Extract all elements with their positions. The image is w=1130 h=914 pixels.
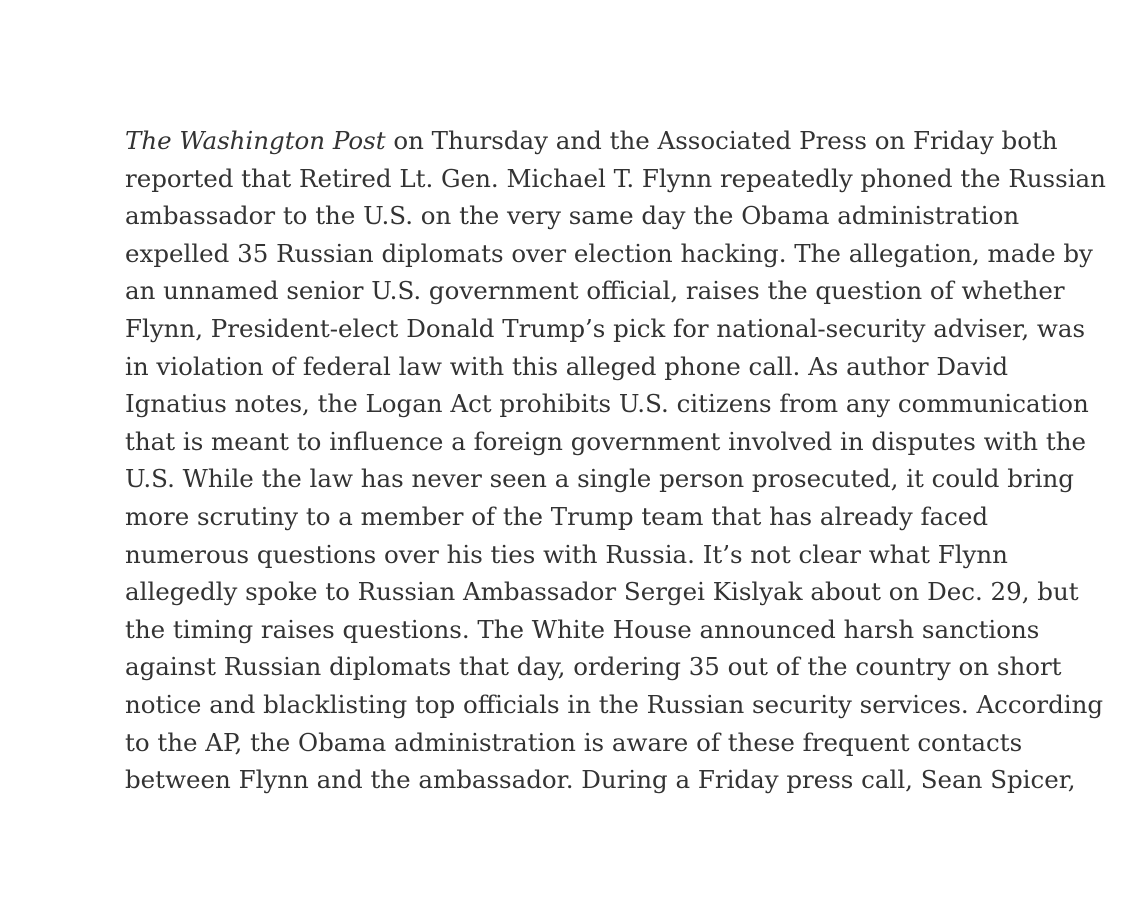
article-line: reported that Retired Lt. Gen. Michael T. Flynn repeatedly phoned the Russian [125,163,1106,193]
article-line: against Russian diplomats that day, ordering 35 out of the country on short [125,652,1062,682]
article-line: between Flynn and the ambassador. During a Friday press call, Sean Spicer, [125,765,1076,795]
article-line-text: on Thursday and the Associated Press on Friday both [385,126,1058,155]
article-line: allegedly spoke to Russian Ambassador Sergei Kislyak about on Dec. 29, but [125,577,1079,607]
article-line: in violation of federal law with this alleged phone call. As author David [125,351,1009,381]
article-line: notice and blacklisting top officials in the Russian security services. According [125,689,1104,719]
article-line: numerous questions over his ties with Russia. It’s not clear what Flynn [125,539,1008,569]
article-line: the timing raises questions. The White House announced harsh sanctions [125,614,1040,644]
article-line: expelled 35 Russian diplomats over election hacking. The allegation, made by [125,238,1093,268]
article-line: an unnamed senior U.S. government official, raises the question of whether [125,276,1065,306]
article-line: more scrutiny to a member of the Trump team that has already faced [125,501,989,531]
article-body [125,122,1125,799]
article-line: Ignatius notes, the Logan Act prohibits U.S. citizens from any communication [125,389,1089,419]
article-line: to the AP, the Obama administration is aware of these frequent contacts [125,727,1023,757]
article-line: ambassador to the U.S. on the very same day the Obama administration [125,201,1020,231]
article-line [125,122,1125,160]
article-line: Flynn, President-elect Donald Trump’s pick for national-security adviser, was [125,313,1086,343]
article-line: that is meant to influence a foreign government involved in disputes with the [125,426,1086,456]
publication-name: The Washington Post [125,126,386,155]
article-line: U.S. While the law has never seen a single person prosecuted, it could bring [125,464,1074,494]
